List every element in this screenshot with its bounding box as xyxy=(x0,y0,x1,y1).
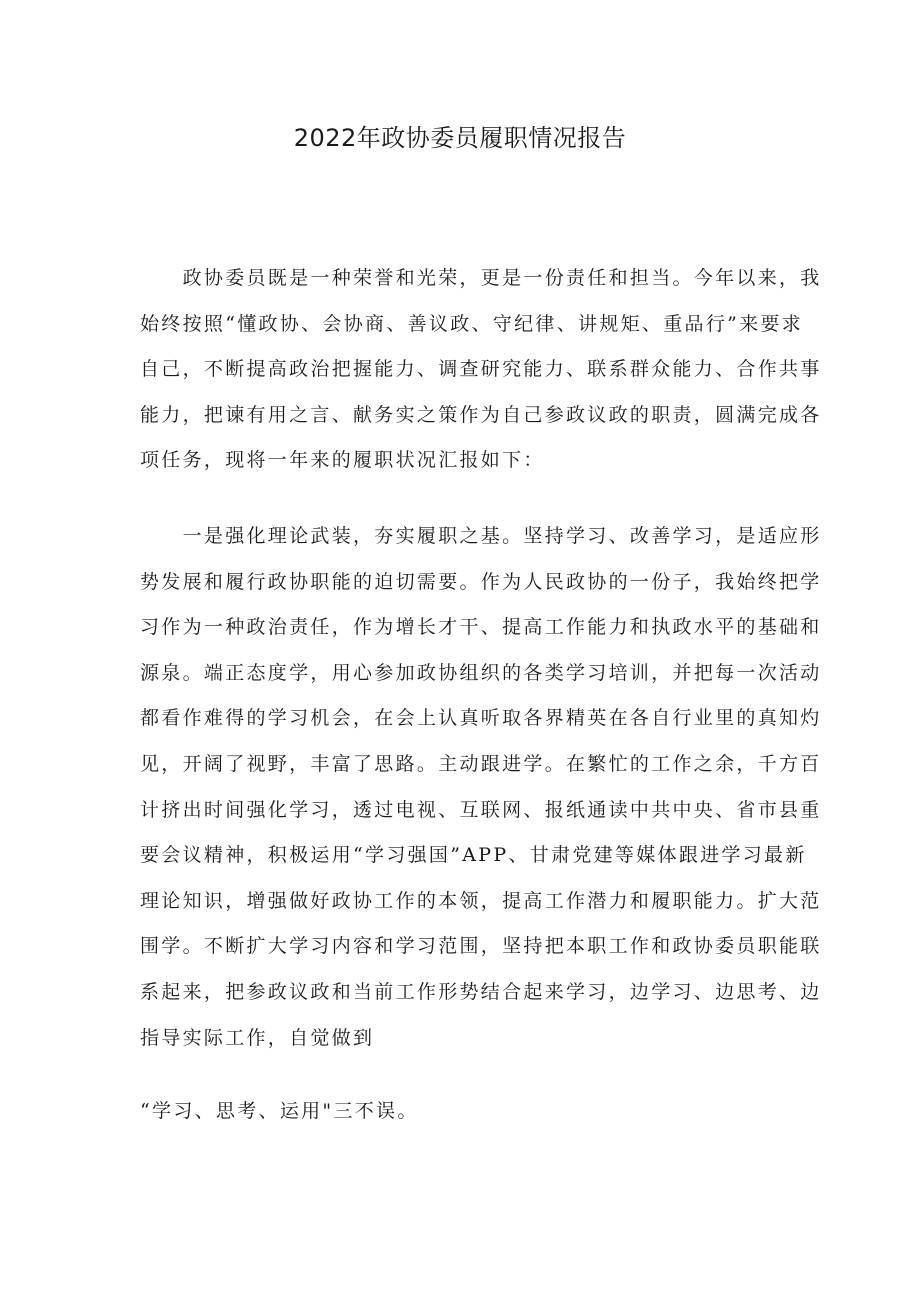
text-line: 项任务，现将一年来的履职状况汇报如下： xyxy=(140,449,545,472)
paragraph-theory-study xyxy=(140,514,822,1061)
text-line: 政协委员既是一种荣誉和光荣，更是一份责任和担当。今年以来，我 xyxy=(140,267,822,289)
paragraph-closing-line xyxy=(140,1089,785,1135)
text-line: 系起来，把参政议政和当前工作形势结合起来学习，边学习、边思考、边 xyxy=(140,980,822,1003)
text-line: 源泉。端正态度学，用心参加政协组织的各类学习培训，并把每一次活动 xyxy=(140,661,822,684)
text-line: 围学。不断扩大学习内容和学习范围，坚持把本职工作和政协委员职能联 xyxy=(140,935,822,958)
text-line: 能力，把谏有用之言、献务实之策作为自己参政议政的职责，圆满完成各 xyxy=(140,403,822,426)
text-line: 要会议精神，积极运用“学习强国”APP、甘肃党建等媒体跟进学习最新 xyxy=(140,844,807,867)
text-line: 一是强化理论武装，夯实履职之基。坚持学习、改善学习，是适应形 xyxy=(140,525,822,547)
text-line: 习作为一种政治责任，作为增长才干、提高工作能力和执政水平的基础和 xyxy=(140,616,822,639)
text-line: 始终按照“懂政协、会协商、善议政、守纪律、讲规矩、重品行”来要求 xyxy=(140,312,804,335)
text-line: 势发展和履行政协职能的迫切需要。作为人民政协的一份子，我始终把学 xyxy=(140,570,822,593)
paragraph-intro xyxy=(140,256,822,484)
text-line: 都看作难得的学习机会，在会上认真听取各界精英在各自行业里的真知灼 xyxy=(140,707,822,730)
document-title: 2022年政协委员履职情况报告 xyxy=(293,124,627,152)
text-line: 理论知识，增强做好政协工作的本领，提高工作潜力和履职能力。扩大范 xyxy=(140,889,822,912)
text-line: 见，开阔了视野，丰富了思路。主动跟进学。在繁忙的工作之余，千方百 xyxy=(140,752,822,775)
text-line: 指导实际工作，自觉做到 xyxy=(140,1026,375,1049)
text-line: “学习、思考、运用"三不误。 xyxy=(140,1100,419,1122)
text-line: 自己，不断提高政治把握能力、调查研究能力、联系群众能力、合作共事 xyxy=(140,358,822,381)
text-line: 计挤出时间强化学习，透过电视、互联网、报纸通读中共中央、省市县重 xyxy=(140,798,822,821)
